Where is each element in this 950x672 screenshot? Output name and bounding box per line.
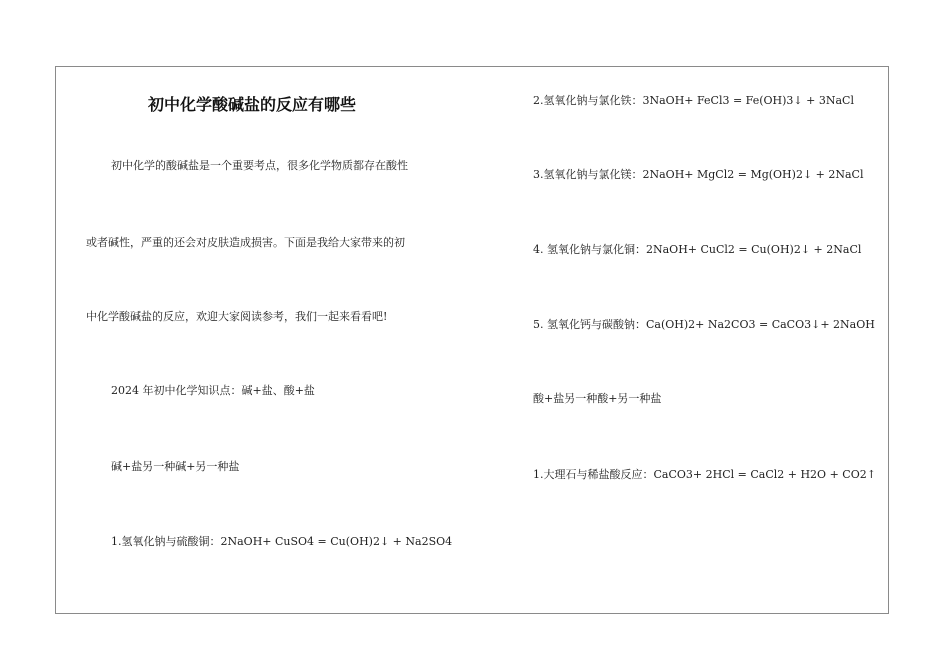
reaction-5: 5. 氢氧化钙与碳酸钠：Ca(OH)2+ Na2CO3 = CaCO3↓+ 2NaOH	[533, 318, 875, 331]
intro-line-3: 中化学酸碱盐的反应，欢迎大家阅读参考，我们一起来看看吧!	[86, 310, 388, 323]
reaction-3: 3.氢氧化钠与氯化镁：2NaOH+ MgCl2 = Mg(OH)2↓ + 2NaCl	[533, 168, 864, 181]
page-border	[55, 66, 889, 614]
reaction-1: 1.氢氧化钠与硫酸铜：2NaOH+ CuSO4 = Cu(OH)2↓ + Na2SO4	[111, 535, 453, 548]
reaction-6: 1.大理石与稀盐酸反应：CaCO3+ 2HCl = CaCl2 + H2O + CO2↑	[533, 468, 876, 481]
intro-line-2: 或者碱性，严重的还会对皮肤造成损害。下面是我给大家带来的初	[86, 236, 405, 249]
intro-line-1: 初中化学的酸碱盐是一个重要考点，很多化学物质都存在酸性	[111, 159, 408, 172]
page-title: 初中化学酸碱盐的反应有哪些	[148, 95, 357, 114]
reaction-2: 2.氢氧化钠与氯化铁：3NaOH+ FeCl3 = Fe(OH)3↓ + 3NaCl	[533, 94, 854, 107]
rule-acid-salt: 酸+盐另一种酸+另一种盐	[533, 392, 662, 405]
rule-base-salt: 碱+盐另一种碱+另一种盐	[111, 460, 240, 473]
topic-heading: 2024 年初中化学知识点：碱+盐、酸+盐	[111, 384, 315, 397]
reaction-4: 4. 氢氧化钠与氯化铜：2NaOH+ CuCl2 = Cu(OH)2↓ + 2NaCl	[533, 243, 862, 256]
